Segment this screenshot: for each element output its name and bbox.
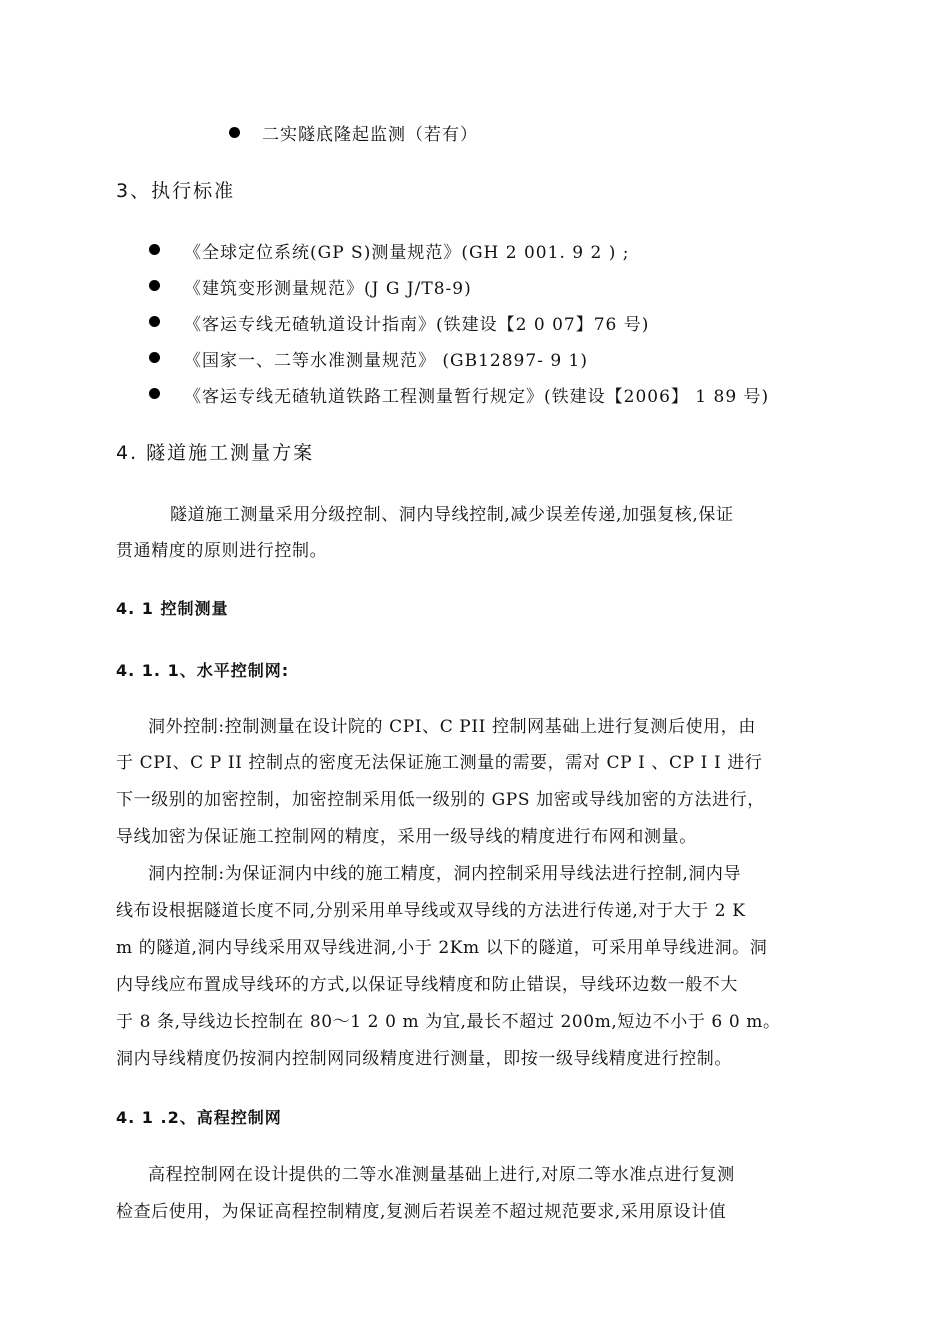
- para-line: 洞内控制:为保证洞内中线的施工精度，洞内控制采用导线法进行控制,洞内导: [148, 864, 742, 884]
- bullet-dot: [149, 352, 160, 363]
- para-line: 于 8 条,导线边长控制在 80～1 2 0 m 为宜,最长不超过 200m,短边不小于 6 0 m。: [116, 1012, 781, 1032]
- subheading-4-1-1: 4. 1. 1、水平控制网:: [116, 661, 290, 680]
- para-line: 洞内导线精度仍按洞内控制网同级精度进行测量，即按一级导线精度进行控制。: [116, 1049, 732, 1069]
- bullet-text: 二实隧底隆起监测（若有）: [262, 125, 478, 145]
- standard-item: 《客运专线无碴轨道设计指南》(铁建设【2 0 07】76 号): [184, 315, 650, 335]
- bullet-dot: [149, 280, 160, 291]
- para-line: 线布设根据隧道长度不同,分别采用单导线或双导线的方法进行传递,对于大于 2 K: [116, 901, 746, 921]
- bullet-dot: [229, 127, 240, 138]
- para-line: 导线加密为保证施工控制网的精度，采用一级导线的精度进行布网和测量。: [116, 827, 697, 847]
- standard-item: 《国家一、二等水准测量规范》 (GB12897- 9 1): [184, 351, 589, 371]
- para-line: 内导线应布置成导线环的方式,以保证导线精度和防止错误，导线环边数一般不大: [116, 975, 739, 995]
- section-heading-3: 3、执行标准: [116, 180, 236, 202]
- intro-line: 贯通精度的原则进行控制。: [116, 541, 328, 561]
- para-line: 于 CPI、C P II 控制点的密度无法保证施工测量的需要，需对 CP I 、CP I I 进行: [116, 753, 763, 773]
- para-line: 检查后使用，为保证高程控制精度,复测后若误差不超过规范要求,采用原设计值: [116, 1202, 727, 1222]
- para-line: m 的隧道,洞内导线采用双导线进洞,小于 2Km 以下的隧道，可采用单导线进洞。洞: [116, 938, 768, 958]
- para-line: 洞外控制:控制测量在设计院的 CPI、C PII 控制网基础上进行复测后使用，由: [148, 717, 756, 737]
- para-line: 高程控制网在设计提供的二等水准测量基础上进行,对原二等水准点进行复测: [148, 1165, 735, 1185]
- subheading-4-1-2: 4. 1 .2、高程控制网: [116, 1108, 282, 1127]
- standard-item: 《全球定位系统(GP S)测量规范》(GH 2 001. 9 2 ) ;: [184, 243, 630, 263]
- para-line: 下一级别的加密控制，加密控制采用低一级别的 GPS 加密或导线加密的方法进行，: [116, 790, 765, 810]
- bullet-dot: [149, 244, 160, 255]
- intro-line: 隧道施工测量采用分级控制、洞内导线控制,减少误差传递,加强复核,保证: [170, 505, 734, 525]
- bullet-dot: [149, 388, 160, 399]
- subheading-4-1: 4. 1 控制测量: [116, 599, 229, 618]
- standard-item: 《客运专线无碴轨道铁路工程测量暂行规定》(铁建设【2006】 1 89 号): [184, 387, 770, 407]
- standard-item: 《建筑变形测量规范》(J G J/T8-9): [184, 279, 472, 299]
- section-heading-4: 4. 隧道施工测量方案: [116, 442, 315, 464]
- bullet-dot: [149, 316, 160, 327]
